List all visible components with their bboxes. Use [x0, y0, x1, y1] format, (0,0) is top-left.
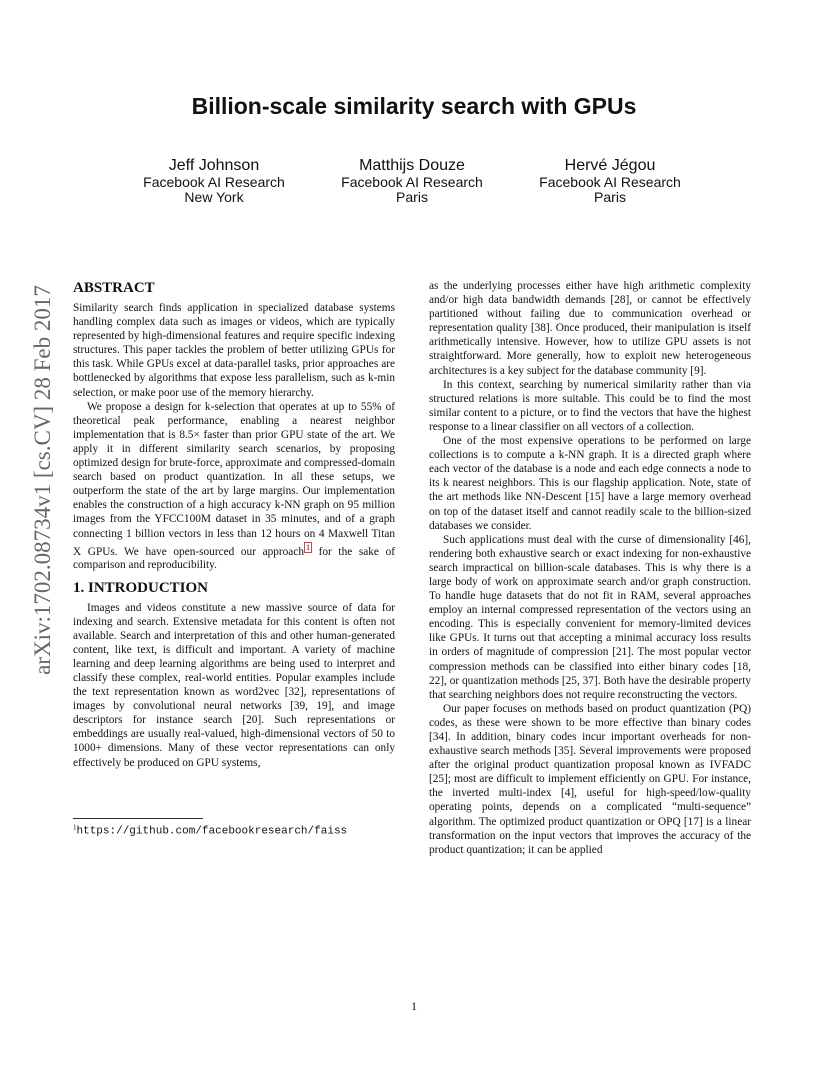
author-name: Jeff Johnson — [168, 157, 260, 174]
footnote-rule — [73, 818, 203, 819]
introduction-heading: 1. INTRODUCTION — [73, 579, 209, 596]
page-number: 1 — [411, 999, 417, 1013]
body-paragraph-5: Our paper focuses on methods based on product quantization (PQ) codes, as these were shown to be more effective than binary codes [34]. In addition, binary codes incur important overheads for non-exhaustive search methods [35]. Several improvements were proposed after the original product quantization proposal known as IVFADC [25]; most are difficult to implement efficiently on GPU. For instance, the inverted multi-index [4], useful for high-speed/low-quality operating points, depends on a complicated “multi-sequence” algorithm. The optimized product quantization or OPQ [17] is a linear transformation on the input vectors that improves the accuracy of the product quantization; it can be applied — [429, 702, 751, 856]
abstract-paragraph-1: Similarity search finds application in specialized database systems handling complex data such as images or videos, which are typically represented by high-dimensional features and require specific indexing structures. This paper tackles the problem of better utilizing GPUs for this task. While GPUs excel at data-parallel tasks, prior approaches are bottlenecked by algorithms that expose less parallelism, such as k-min selection, or make poor use of the memory hierarchy. — [73, 302, 395, 399]
author-block-3 — [500, 156, 720, 205]
author-location: Paris — [396, 189, 428, 205]
intro-paragraph-1: Images and videos constitute a new massive source of data for indexing and search. Extensive metadata for this content is often not available. Search and interpretation of this and other human-generated content, like text, is difficult and important. A variety of machine learning and deep learning algorithms are being used to interpret and classify these complex, real-world entities. Popular examples include the text representation known as word2vec [32], representations of images by convolutional neural networks [39, 19], and image descriptors for instance search [20]. Such representations or embeddings are usually real-valued, high-dimensional vectors of 50 to 1000+ dimensions. Many of these vector representations can only effectively be produced on GPU systems, — [73, 601, 395, 769]
author-name: Hervé Jégou — [564, 157, 656, 174]
author-block-1 — [104, 156, 324, 205]
body-paragraph-1: as the underlying processes either have high arithmetic complexity and/or high data bandwidth demands [28], or cannot be effectively partitioned without failing due to communication overhead or representation quality [38]. Once produced, their manipulation is itself arithmetically intensive. However, how to utilize GPU assets is not straightforward. More generally, how to exploit new heterogeneous architectures is a key subject for the database community [9]. — [429, 280, 751, 377]
abstract-paragraph-2 — [73, 400, 395, 573]
author-affiliation: Facebook AI Research — [539, 174, 681, 190]
author-affiliation: Facebook AI Research — [143, 174, 285, 190]
footnote-url[interactable]: https://github.com/facebookresearch/faiss — [76, 825, 348, 838]
abstract-text: We propose a design for k-selection that operates at up to 55% of theoretical peak performance, enabling a nearest neighbor implementation that is 8.5× faster than prior GPU state of the art. We apply it in different similarity search scenarios, by proposing optimized design for brute-force, approximate and compressed-domain search based on product quantization. In all these setups, we outperform the state of the art by large margins. Our implementation enables the construction of a high accuracy k-NN graph on 95 million images from the YFCC100M dataset in 35 minutes, and of a graph connecting 1 billion vectors in less than 12 hours on 4 Maxwell Titan X GPUs. We have open-sourced our approach — [73, 400, 395, 558]
body-paragraph-4: Such applications must deal with the curse of dimensionality [46], rendering both exhaustive search or exact indexing for non-exhaustive search impractical on billion-scale databases. This is why there is a large body of work on approximate search and/or graph construction. To handle huge datasets that do not fit in RAM, several approaches employ an internal compressed representation of the vectors using an encoding. This is especially convenient for memory-limited devices like GPUs. It turns out that accepting a minimal accuracy loss results in orders of magnitude of compression [21]. The most popular vector compression methods can be classified into either binary codes [18, 22], or quantization methods [25, 37]. Both have the desirable property that searching neighbors does not require reconstructing the vectors. — [429, 533, 751, 701]
footnote-mark: 1 — [73, 823, 77, 831]
author-block-2 — [302, 156, 522, 205]
body-paragraph-3: One of the most expensive operations to be performed on large collections is to compute a k-NN graph. It is a directed graph where each vector of the database is a node and each edge connects a node to its k nearest neighbors. This is our flagship application. Note, state of the art methods like NN-Descent [15] have a large memory overhead on top of the dataset itself and cannot readily scale to the billion-sized databases we consider. — [429, 435, 751, 532]
abstract-heading: ABSTRACT — [73, 280, 155, 296]
body-paragraph-2: In this context, searching by numerical similarity rather than via structured relations is more suitable. This could be to find the most similar content to a picture, or to find the vectors that have the highest response to a linear classifier on all vectors of a collection. — [429, 378, 751, 433]
author-location: New York — [184, 189, 244, 205]
paper-title: Billion-scale similarity search with GPUs — [191, 93, 637, 119]
author-name: Matthijs Douze — [359, 157, 465, 174]
left-column — [73, 279, 395, 770]
footnote-link[interactable]: 1 — [305, 542, 310, 552]
abstract-text-end: for the sake of comparison and reproducibility. — [73, 545, 395, 572]
footnote — [73, 818, 395, 838]
right-column — [429, 279, 751, 857]
author-location: Paris — [594, 189, 626, 205]
arxiv-identifier-sidebar: arXiv:1702.08734v1 [cs.CV] 28 Feb 2017 — [30, 285, 55, 675]
author-affiliation: Facebook AI Research — [341, 174, 483, 190]
